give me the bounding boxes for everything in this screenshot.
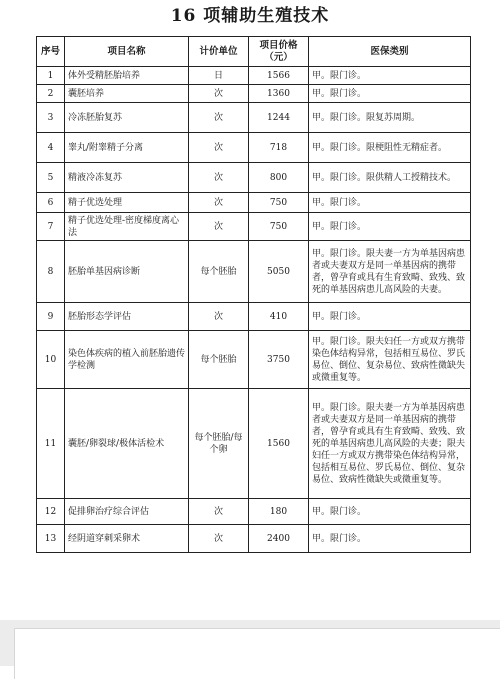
cell-unit: 次 [189, 499, 249, 525]
cell-insurance: 甲。限门诊。限复苏周期。 [309, 103, 471, 133]
table-row [37, 331, 471, 389]
table-row [37, 213, 471, 241]
cell-price: 180 [249, 499, 309, 525]
page-title: 16 项辅助生殖技术 [170, 6, 330, 26]
cell-unit: 次 [189, 213, 249, 241]
cell-no: 1 [37, 67, 65, 85]
table-row [37, 193, 471, 213]
cell-price: 750 [249, 193, 309, 213]
cell-no: 13 [37, 525, 65, 553]
table-row [37, 241, 471, 303]
cell-no: 6 [37, 193, 65, 213]
cell-insurance: 甲。限门诊。限夫妻一方为单基因病患者或夫妻双方是同一单基因病的携带者，曾孕育或具有生育致畸、致残、致死的单基因病患儿高风险的夫妻；限夫妇任一方或双方携带染色体结构异常，包括相互易位、罗氏易位、倒位、复杂易位、致病性微缺失或微重复等。 [309, 389, 471, 499]
table-row [37, 303, 471, 331]
cell-unit: 次 [189, 85, 249, 103]
header-no: 序号 [37, 37, 65, 67]
cell-name: 囊胚/卵裂球/极体活检术 [65, 389, 189, 499]
cell-insurance: 甲。限门诊。限供精人工授精技术。 [309, 163, 471, 193]
cell-name: 染色体疾病的植入前胚胎遗传学检测 [65, 331, 189, 389]
cell-insurance: 甲。限门诊。 [309, 213, 471, 241]
cell-name: 囊胚培养 [65, 85, 189, 103]
cell-unit: 次 [189, 193, 249, 213]
cell-no: 7 [37, 213, 65, 241]
cell-no: 10 [37, 331, 65, 389]
table-row [37, 67, 471, 85]
cell-insurance: 甲。限门诊。 [309, 85, 471, 103]
table-header-row [37, 37, 471, 67]
cell-insurance: 甲。限门诊。 [309, 67, 471, 85]
cell-name: 胚胎单基因病诊断 [65, 241, 189, 303]
cell-price: 1566 [249, 67, 309, 85]
header-insurance: 医保类别 [309, 37, 471, 67]
cell-no: 4 [37, 133, 65, 163]
cell-insurance: 甲。限门诊。 [309, 499, 471, 525]
cell-no: 11 [37, 389, 65, 499]
table-row [37, 103, 471, 133]
table-row [37, 389, 471, 499]
cell-insurance: 甲。限门诊。 [309, 525, 471, 553]
table-row [37, 85, 471, 103]
cell-price: 1360 [249, 85, 309, 103]
cell-name: 冷冻胚胎复苏 [65, 103, 189, 133]
table-row [37, 133, 471, 163]
cell-name: 精液冷冻复苏 [65, 163, 189, 193]
table-row [37, 525, 471, 553]
cell-price: 718 [249, 133, 309, 163]
cell-no: 2 [37, 85, 65, 103]
cell-unit: 次 [189, 525, 249, 553]
fee-table [36, 36, 471, 553]
table-row [37, 163, 471, 193]
cell-no: 5 [37, 163, 65, 193]
cell-unit: 次 [189, 103, 249, 133]
header-name: 项目名称 [65, 37, 189, 67]
header-price: 项目价格（元） [249, 37, 309, 67]
cell-unit: 每个胚胎 [189, 331, 249, 389]
cell-insurance: 甲。限门诊。限梗阻性无精症者。 [309, 133, 471, 163]
cell-unit: 每个胚胎/每个卵 [189, 389, 249, 499]
cell-price: 3750 [249, 331, 309, 389]
cell-price: 800 [249, 163, 309, 193]
cell-no: 9 [37, 303, 65, 331]
cell-no: 3 [37, 103, 65, 133]
cell-name: 睾丸/附睾精子分离 [65, 133, 189, 163]
cell-name: 促排卵治疗综合评估 [65, 499, 189, 525]
cell-name: 经阴道穿刺采卵术 [65, 525, 189, 553]
cell-price: 2400 [249, 525, 309, 553]
cell-insurance: 甲。限门诊。 [309, 303, 471, 331]
next-page-edge [14, 628, 500, 679]
cell-unit: 次 [189, 133, 249, 163]
cell-unit: 次 [189, 303, 249, 331]
cell-no: 8 [37, 241, 65, 303]
cell-unit: 日 [189, 67, 249, 85]
cell-no: 12 [37, 499, 65, 525]
cell-name: 胚胎形态学评估 [65, 303, 189, 331]
cell-name: 精子优选处理-密度梯度离心法 [65, 213, 189, 241]
cell-price: 750 [249, 213, 309, 241]
table-row [37, 499, 471, 525]
cell-name: 精子优选处理 [65, 193, 189, 213]
cell-price: 410 [249, 303, 309, 331]
cell-unit: 每个胚胎 [189, 241, 249, 303]
cell-price: 1244 [249, 103, 309, 133]
cell-price: 1560 [249, 389, 309, 499]
cell-insurance: 甲。限门诊。限夫妻一方为单基因病患者或夫妻双方是同一单基因病的携带者，曾孕育或具有生育致畸、致残、致死的单基因病患儿高风险的夫妻。 [309, 241, 471, 303]
cell-unit: 次 [189, 163, 249, 193]
cell-price: 5050 [249, 241, 309, 303]
cell-insurance: 甲。限门诊。限夫妇任一方或双方携带染色体结构异常，包括相互易位、罗氏易位、倒位、复杂易位、致病性微缺失或微重复等。 [309, 331, 471, 389]
header-unit: 计价单位 [189, 37, 249, 67]
cell-insurance: 甲。限门诊。 [309, 193, 471, 213]
cell-name: 体外受精胚胎培养 [65, 67, 189, 85]
